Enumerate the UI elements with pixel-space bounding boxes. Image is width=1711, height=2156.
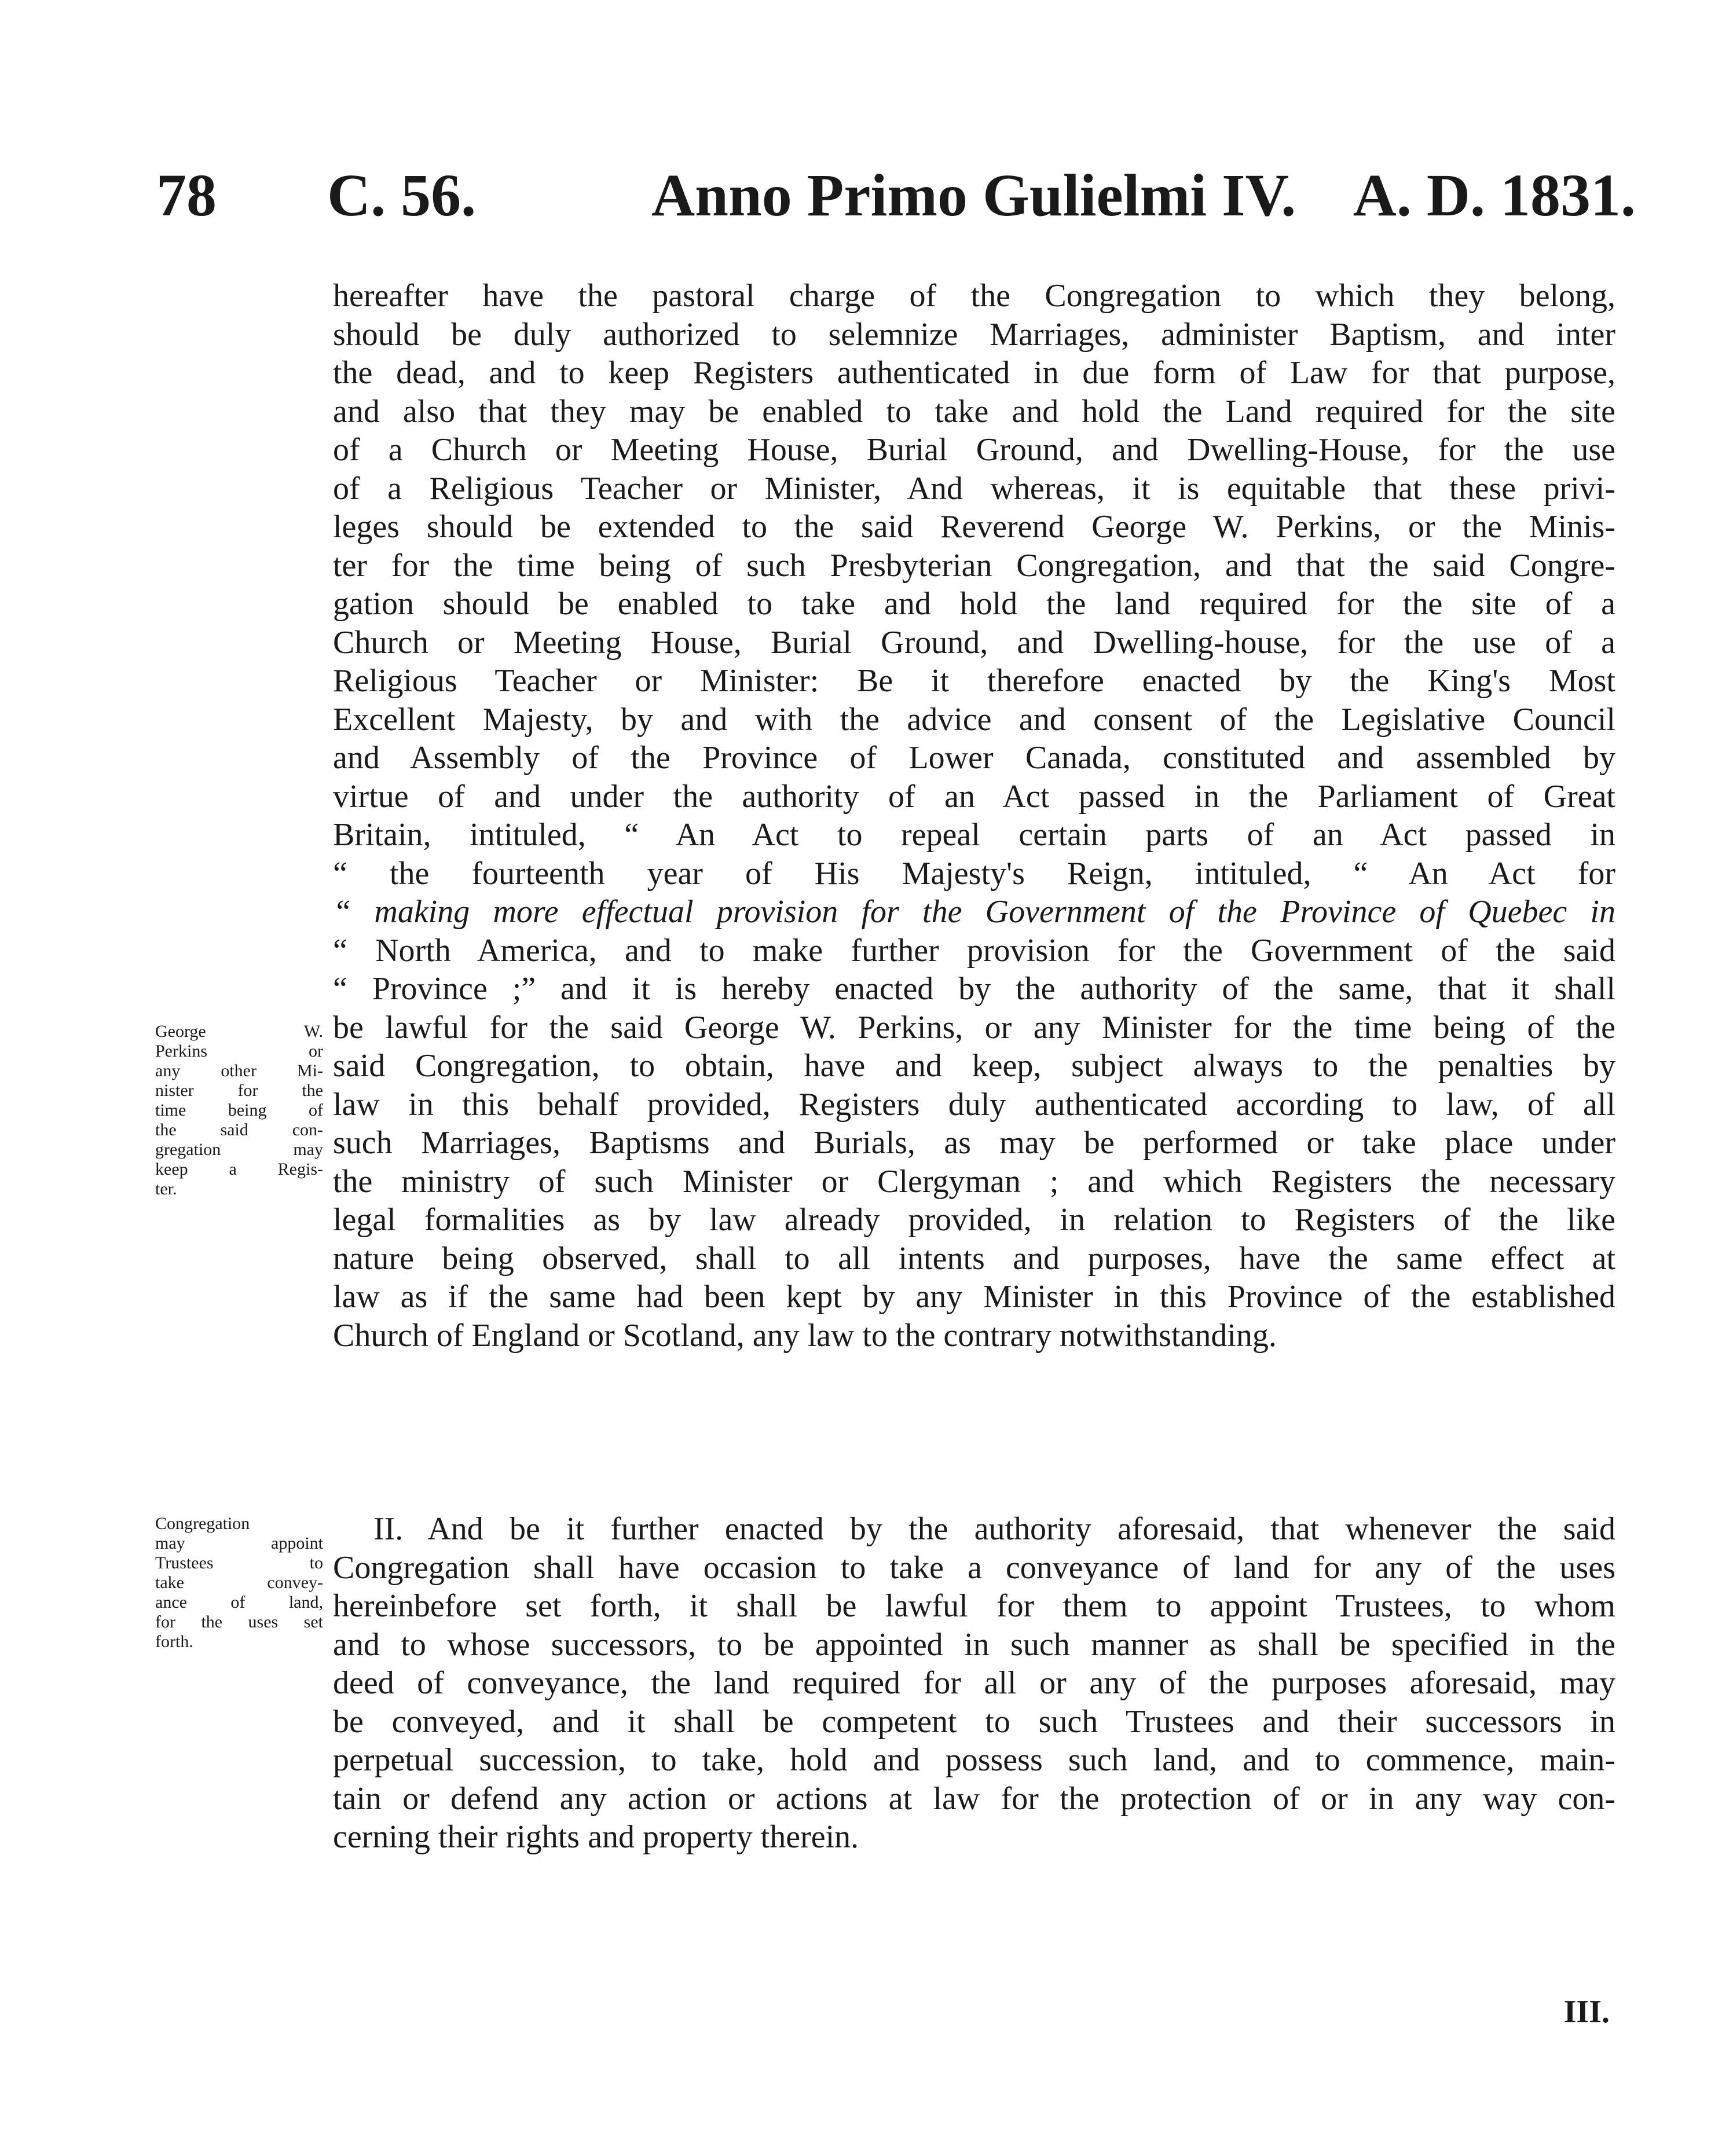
marginal-note-registers [155,1022,323,1199]
marginal-line: any other Mi- [155,1061,323,1080]
chapter-number: C. 56. [327,162,477,229]
marginal-line: for the uses set [155,1612,323,1631]
running-header [156,155,1636,236]
text-line: “ the fourteenth year of His Majesty's Reign, intituled, “ An Act for [333,855,1615,892]
text-line: of a Religious Teacher or Minister, And whereas, it is equitable that these privi- [333,470,1615,507]
text-line: said Congregation, to obtain, have and keep, subject always to the penalties by [333,1048,1615,1084]
marginal-line: George W. [155,1022,323,1041]
marginal-line: Perkins or [155,1042,323,1061]
text-line: Church of England or Scotland, any law to the contrary notwithstanding. [333,1317,1277,1354]
text-line: Religious Teacher or Minister: Be it therefore enacted by the King's Most [333,663,1615,699]
text-line: tain or defend any action or actions at law for the protection of or in any way con- [333,1780,1615,1817]
marginal-line: Congregation [155,1514,250,1533]
text-line: law as if the same had been kept by any Minister in this Province of the established [333,1279,1615,1315]
marginal-line: take convey- [155,1573,323,1592]
text-line: the ministry of such Minister or Clergyman ; and which Registers the necessary [333,1163,1615,1200]
marginal-line: Trustees to [155,1553,323,1572]
section-1-text [333,277,1615,1355]
text-line: of a Church or Meeting House, Burial Ground, and Dwelling-House, for the use [333,432,1615,468]
text-line: perpetual succession, to take, hold and possess such land, and to commence, main- [333,1742,1615,1778]
text-line: Church or Meeting House, Burial Ground, and Dwelling-house, for the use of a [333,624,1615,661]
text-line: leges should be extended to the said Reverend George W. Perkins, or the Minis- [333,509,1615,545]
text-line: law in this behalf provided, Registers duly authenticated according to law, of all [333,1086,1615,1123]
text-line: and also that they may be enabled to take and hold the Land required for the site [333,393,1615,430]
marginal-line: forth. [155,1632,193,1651]
marginal-line: keep a Regis- [155,1160,323,1179]
marginal-line: nister for the [155,1081,323,1100]
marginal-note-trustees [155,1514,323,1652]
text-line: gation should be enabled to take and hold the land required for the site of a [333,586,1615,622]
marginal-line: gregation may [155,1140,323,1159]
text-line: Excellent Majesty, by and with the advice and consent of the Legislative Council [333,701,1615,738]
text-line: such Marriages, Baptisms and Burials, as may be performed or take place under [333,1125,1615,1161]
text-line: be conveyed, and it shall be competent to such Trustees and their successors in [333,1703,1615,1740]
marginal-line: may appoint [155,1534,323,1553]
text-line: and Assembly of the Province of Lower Canada, constituted and assembled by [333,740,1615,776]
marginal-line: time being of [155,1101,323,1120]
regnal-year-title: Anno Primo Gulielmi IV. [651,162,1296,229]
text-line: and to whose successors, to be appointed in such manner as shall be specified in the [333,1626,1615,1663]
text-line: hereafter have the pastoral charge of the Congregation to which they belong, [333,278,1615,314]
text-line: hereinbefore set forth, it shall be lawful for them to appoint Trustees, to whom [333,1588,1615,1624]
text-line: Congregation shall have occasion to take a conveyance of land for any of the uses [333,1549,1615,1586]
text-line: cerning their rights and property therein. [333,1819,859,1855]
text-line: “ Province ;” and it is hereby enacted by the authority of the same, that it shall [333,971,1615,1007]
text-line: should be duly authorized to selemnize Marriages, administer Baptism, and inter [333,316,1615,353]
text-line: deed of conveyance, the land required for all or any of the purposes aforesaid, may [333,1665,1615,1701]
marginal-line: ance of land, [155,1593,323,1612]
text-line: “ making more effectual provision for the Government of the Province of Quebec in [333,894,1615,930]
marginal-line: the said con- [155,1120,323,1139]
text-line: be lawful for the said George W. Perkins, or any Minister for the time being of the [333,1009,1615,1046]
text-line: Britain, intituled, “ An Act to repeal certain parts of an Act passed in [333,817,1615,853]
text-line: legal formalities as by law already provided, in relation to Registers of the like [333,1202,1615,1238]
catchword: III. [1563,1994,1610,2030]
text-line: virtue of and under the authority of an Act passed in the Parliament of Great [333,778,1615,815]
text-line: “ North America, and to make further provision for the Government of the said [333,932,1615,969]
text-line: the dead, and to keep Registers authenticated in due form of Law for that purpose, [333,355,1615,391]
text-line: II. And be it further enacted by the authority aforesaid, that whenever the said [373,1511,1615,1547]
page-number: 78 [156,162,217,229]
text-line: ter for the time being of such Presbyterian Congregation, and that the said Congre- [333,547,1615,584]
marginal-line: ter. [155,1179,177,1198]
section-2-text [333,1510,1615,1857]
text-line: nature being observed, shall to all intents and purposes, have the same effect at [333,1240,1615,1277]
anno-domini-year: A. D. 1831. [1353,162,1636,229]
